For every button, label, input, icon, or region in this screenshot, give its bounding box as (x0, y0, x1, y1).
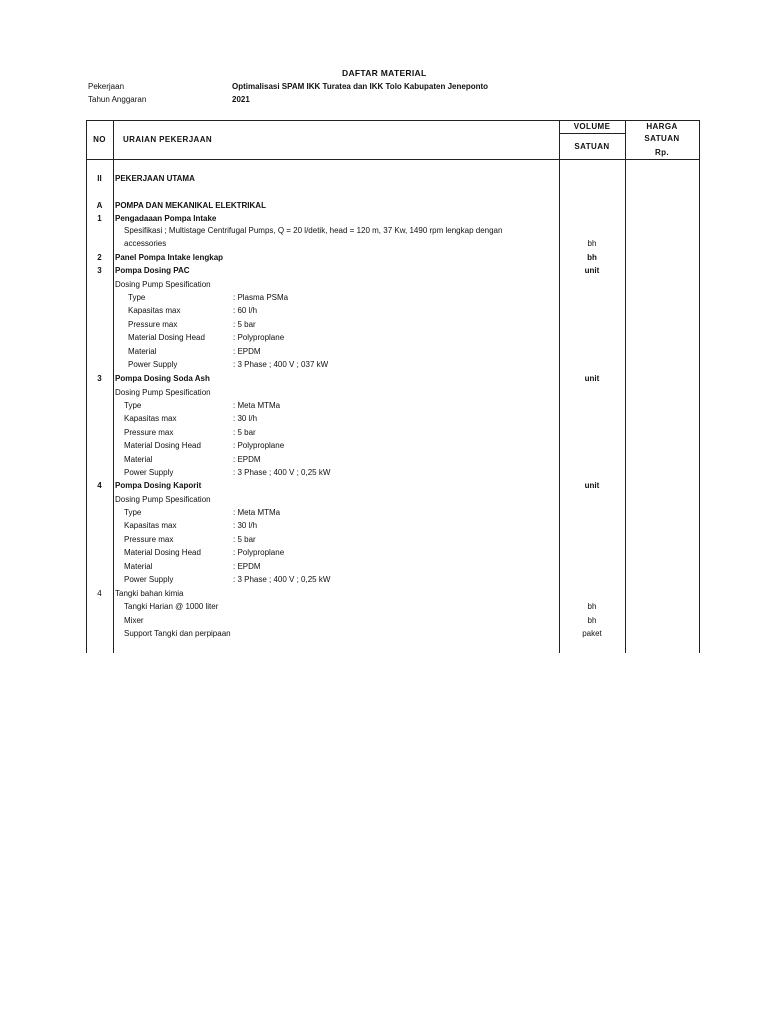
row-spec-value: : Meta MTMa (233, 401, 281, 410)
row-description: Power Supply (124, 575, 174, 584)
row-description: Material (128, 347, 157, 356)
row-description: Pompa Dosing Soda Ash (115, 374, 210, 383)
row-unit: unit (584, 481, 600, 490)
row-description: PEKERJAAN UTAMA (115, 174, 195, 183)
row-unit: bh (587, 602, 597, 611)
row-spec-value: : Meta MTMa (233, 508, 281, 517)
row-description: Material (124, 562, 153, 571)
header-bottom-border (86, 159, 700, 160)
col-border-left (86, 120, 87, 653)
row-description: Power Supply (128, 360, 178, 369)
row-no: 3 (97, 266, 102, 275)
row-spec-value: : Plasma PSMa (233, 293, 289, 302)
col-border-no (113, 120, 114, 653)
header-volume: VOLUME (573, 122, 611, 131)
header-harga: HARGA (646, 122, 678, 131)
row-description: Type (128, 293, 146, 302)
row-description: accessories (124, 239, 167, 248)
row-no: A (96, 201, 103, 210)
col-border-right (699, 120, 700, 653)
row-description: Kapasitas max (124, 521, 177, 530)
row-unit: unit (584, 266, 600, 275)
meta-label-tahun: Tahun Anggaran (88, 95, 147, 104)
row-spec-value: : 3 Phase ; 400 V ; 0,25 kW (233, 575, 331, 584)
header-harga-rp: Rp. (654, 148, 670, 157)
volume-divider (559, 133, 625, 134)
row-description: Pompa Dosing Kaporit (115, 481, 202, 490)
row-no: 1 (97, 214, 102, 223)
row-description: Pompa Dosing PAC (115, 266, 190, 275)
row-spec-value: : Polyproplane (233, 548, 285, 557)
row-description: Spesifikasi ; Multistage Centrifugal Pumps, Q = 20 l/detik, head = 120 m, 37 Kw, 1490 rpm lengkap dengan (124, 226, 503, 235)
header-uraian: URAIAN PEKERJAAN (123, 135, 213, 144)
row-spec-value: : Polyproplane (233, 333, 285, 342)
row-description: Type (124, 401, 142, 410)
row-spec-value: : 3 Phase ; 400 V ; 0,25 kW (233, 468, 331, 477)
row-spec-value: : EPDM (233, 562, 261, 571)
row-description: Material Dosing Head (128, 333, 205, 342)
row-no: II (97, 174, 102, 183)
row-spec-value: : 30 l/h (233, 414, 258, 423)
meta-value-pekerjaan: Optimalisasi SPAM IKK Turatea dan IKK Tolo Kabupaten Jeneponto (232, 82, 489, 91)
col-border-volume (625, 120, 626, 653)
row-spec-value: : EPDM (233, 347, 261, 356)
row-description: Dosing Pump Spesification (115, 495, 211, 504)
row-spec-value: : 5 bar (233, 428, 256, 437)
row-description: Mixer (124, 616, 144, 625)
row-description: Dosing Pump Spesification (115, 280, 211, 289)
row-description: Type (124, 508, 142, 517)
row-no: 4 (97, 589, 102, 598)
row-description: Pressure max (124, 535, 174, 544)
row-spec-value: : 3 Phase ; 400 V ; 037 kW (233, 360, 329, 369)
row-no: 3 (97, 374, 102, 383)
row-spec-value: : 60 l/h (233, 306, 258, 315)
row-description: Pengadaaan Pompa Intake (115, 214, 217, 223)
row-unit: bh (587, 616, 597, 625)
row-description: Panel Pompa Intake lengkap (115, 253, 224, 262)
row-description: Kapasitas max (128, 306, 181, 315)
meta-value-tahun: 2021 (232, 95, 250, 104)
row-description: Pressure max (124, 428, 174, 437)
row-no: 2 (97, 253, 102, 262)
row-description: POMPA DAN MEKANIKAL ELEKTRIKAL (115, 201, 266, 210)
row-spec-value: : 30 l/h (233, 521, 258, 530)
header-satuan: SATUAN (574, 142, 610, 151)
row-description: Tangki bahan kimia (115, 589, 184, 598)
row-spec-value: : Polyproplane (233, 441, 285, 450)
col-border-uraian (559, 120, 560, 653)
header-no: NO (93, 135, 106, 144)
row-description: Material Dosing Head (124, 441, 201, 450)
row-unit: bh (587, 253, 597, 262)
row-description: Pressure max (128, 320, 178, 329)
table-top-border (86, 120, 700, 121)
row-description: Tangki Harian @ 1000 liter (124, 602, 219, 611)
page-title: DAFTAR MATERIAL (342, 68, 427, 78)
row-description: Material (124, 455, 153, 464)
meta-label-pekerjaan: Pekerjaan (88, 82, 125, 91)
row-spec-value: : 5 bar (233, 320, 256, 329)
row-no: 4 (97, 481, 102, 490)
header-harga-satuan: SATUAN (644, 134, 680, 143)
row-unit: unit (584, 374, 600, 383)
row-unit: bh (587, 239, 597, 248)
row-description: Material Dosing Head (124, 548, 201, 557)
row-spec-value: : EPDM (233, 455, 261, 464)
row-description: Support Tangki dan perpipaan (124, 629, 231, 638)
row-spec-value: : 5 bar (233, 535, 256, 544)
row-description: Kapasitas max (124, 414, 177, 423)
row-description: Dosing Pump Spesification (115, 388, 211, 397)
row-unit: paket (582, 629, 602, 638)
row-description: Power Supply (124, 468, 174, 477)
